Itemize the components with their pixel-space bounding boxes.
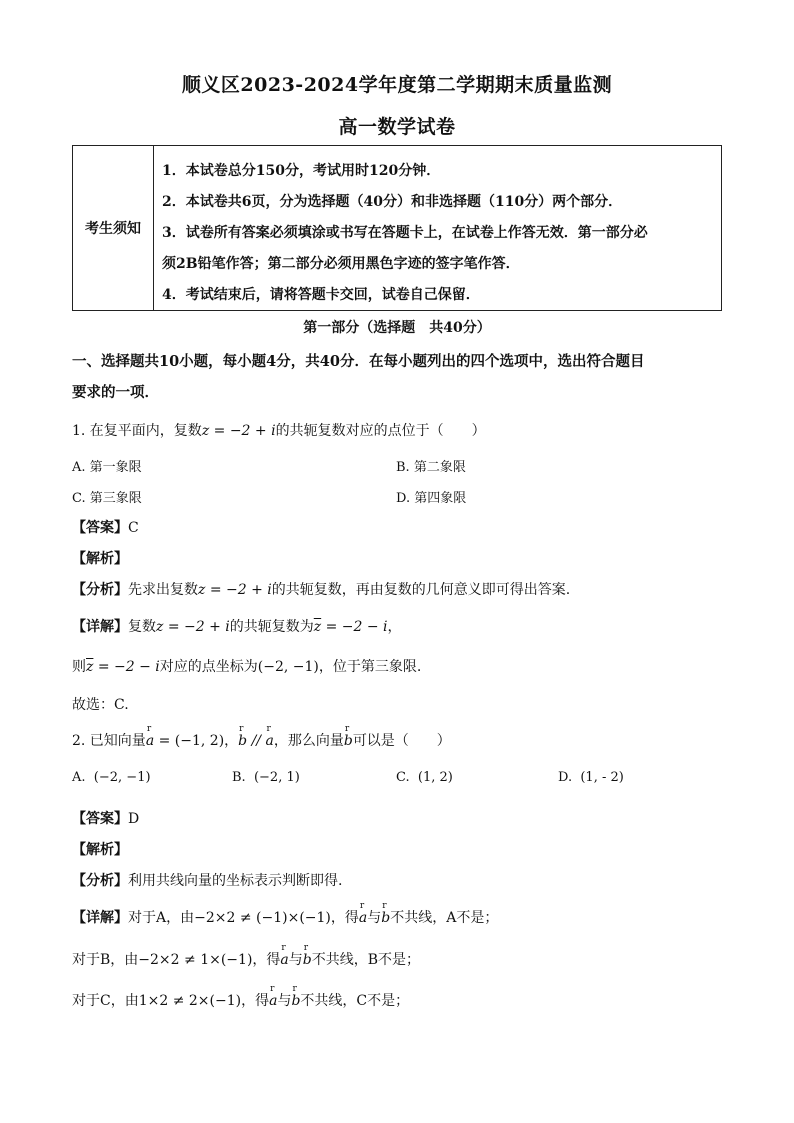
q2-b-vec-a bbox=[280, 943, 289, 968]
q2-vec-a bbox=[145, 724, 155, 749]
q1-xj-text-a: 复数 bbox=[128, 619, 156, 635]
q1-line2-conj-z: $\overline{z}$ bbox=[86, 659, 94, 675]
notice-item-4: 4．考试结束后，请将答题卡交回，试卷自己保留． bbox=[162, 287, 480, 303]
q1-xj-text-b: 的共轭复数为 bbox=[229, 619, 314, 635]
q2-option-b-value: (−2, 1) bbox=[253, 770, 300, 785]
q1-xj-math3: = −2 − i bbox=[321, 619, 388, 635]
vector-arrow-icon: r bbox=[382, 901, 387, 911]
q2-a-vec-a bbox=[358, 901, 368, 926]
vector-arrow-icon: r bbox=[239, 724, 244, 734]
q2-vec-b2-letter: b bbox=[343, 733, 353, 749]
q2-c-vec-a-letter: a bbox=[269, 993, 278, 1009]
q2-stem-mid: ，那么向量 bbox=[273, 733, 344, 749]
q1-option-d: D. 第四象限 bbox=[396, 491, 467, 506]
q2-a-math: −2×2 ≠ (−1)×(−1) bbox=[194, 910, 331, 926]
q2-answer-value: D bbox=[128, 811, 140, 827]
q2-a-yu: 与 bbox=[367, 910, 382, 926]
q2-b-vec-b bbox=[302, 943, 312, 968]
q2-stem bbox=[72, 724, 451, 750]
q2-option-d bbox=[558, 770, 624, 785]
q2-xiangjie-tag: 【详解】 bbox=[72, 910, 128, 926]
q2-c-vec-a bbox=[269, 984, 278, 1009]
q2-vec-b bbox=[238, 724, 248, 749]
q1-option-a: A. 第一象限 bbox=[72, 460, 142, 475]
q2-b-math: −2×2 ≠ 1×(−1) bbox=[138, 952, 253, 968]
q2-vec-b2 bbox=[343, 724, 353, 749]
q2-detail-b bbox=[72, 943, 421, 969]
notice-label: 考生须知 bbox=[73, 146, 154, 310]
q1-line2-text-b: 对应的点坐标为 bbox=[159, 659, 258, 675]
q1-xiangjie-tag: 【详解】 bbox=[72, 619, 128, 635]
q2-analysis-tag: 【解析】 bbox=[72, 842, 128, 858]
q2-a-vec-b bbox=[381, 901, 391, 926]
q2-vec-a2-letter: a bbox=[265, 733, 274, 749]
q1-fenxi-text-a: 先求出复数 bbox=[128, 582, 198, 598]
q2-b-vec-b-letter: b bbox=[302, 952, 312, 968]
q1-fenxi-tag: 【分析】 bbox=[72, 582, 128, 598]
q2-a-vec-b-letter: b bbox=[381, 910, 391, 926]
q1-fenxi-math: z = −2 + i bbox=[198, 582, 272, 598]
q2-option-a bbox=[72, 770, 151, 785]
q2-option-b bbox=[232, 770, 300, 785]
q1-answer-tag: 【答案】 bbox=[72, 520, 128, 536]
vector-arrow-icon: r bbox=[292, 984, 297, 994]
q1-xj-text-c: ， bbox=[387, 619, 402, 635]
notice-item-3-cont: 须2B铅笔作答；第二部分必须用黑色字迹的签字笔作答． bbox=[162, 256, 520, 272]
q2-a-mid: ，得 bbox=[330, 910, 359, 926]
vector-arrow-icon: r bbox=[146, 724, 152, 734]
q2-a-pre: 对于A，由 bbox=[128, 910, 195, 926]
q2-option-a-label: A. bbox=[72, 770, 86, 785]
q2-stem-suffix: 可以是（ ） bbox=[352, 733, 451, 749]
notice-item-3: 3．试卷所有答案必须填涂或书写在答题卡上，在试卷上作答无效．第一部分必 bbox=[162, 225, 648, 241]
q2-c-mid: ，得 bbox=[241, 993, 270, 1009]
q1-stem-prefix: 1. 在复平面内，复数 bbox=[72, 423, 202, 439]
part1-instruction-1: 一、选择题共10小题，每小题4分，共40分．在每小题列出的四个选项中，选出符合题目 bbox=[72, 353, 645, 370]
q2-option-c bbox=[396, 770, 453, 785]
q2-stem-prefix: 2. 已知向量 bbox=[72, 733, 146, 749]
notice-item-1: 1．本试卷总分150分，考试用时120分钟． bbox=[162, 163, 441, 179]
q2-option-b-label: B. bbox=[232, 770, 246, 785]
vector-arrow-icon: r bbox=[303, 943, 309, 953]
q1-analysis-tag: 【解析】 bbox=[72, 551, 128, 567]
q2-b-yu: 与 bbox=[288, 952, 303, 968]
vector-arrow-icon: r bbox=[359, 901, 365, 911]
q2-detail-c bbox=[72, 984, 410, 1010]
q1-stem-suffix: 的共轭复数对应的点位于（ ） bbox=[275, 423, 486, 439]
q1-xj-math1: z = −2 + i bbox=[156, 619, 230, 635]
q2-stem-sep: ， bbox=[224, 733, 239, 749]
part1-instruction-2: 要求的一项． bbox=[72, 384, 159, 401]
q1-conclusion: 故选：C. bbox=[72, 697, 129, 713]
q1-line2-point: (−2, −1) bbox=[257, 659, 319, 675]
q2-option-c-value: (1, 2) bbox=[417, 770, 453, 785]
q2-option-a-value: (−2, −1) bbox=[93, 770, 151, 785]
q2-parallel: // bbox=[247, 733, 266, 749]
q1-xj-conj-z: $\overline{z}$ bbox=[313, 619, 322, 635]
notice-items bbox=[154, 146, 721, 310]
q2-c-vec-b bbox=[291, 984, 301, 1009]
vector-arrow-icon: r bbox=[266, 724, 271, 734]
q2-vec-a2 bbox=[265, 724, 274, 749]
q2-c-pre: 对于C，由 bbox=[72, 993, 139, 1009]
q1-xiangjie bbox=[72, 616, 402, 636]
q2-a-vec-a-letter: a bbox=[358, 910, 368, 926]
q1-fenxi bbox=[72, 579, 570, 599]
exam-title: 顺义区2023-2024学年度第二学期期末质量监测 bbox=[181, 74, 613, 96]
q1-stem bbox=[72, 420, 486, 440]
q2-detail-a bbox=[72, 901, 499, 927]
q2-answer-tag: 【答案】 bbox=[72, 811, 128, 827]
q2-b-vec-a-letter: a bbox=[280, 952, 289, 968]
q2-a-post: 不共线，A不是； bbox=[390, 910, 499, 926]
q2-fenxi-text: 利用共线向量的坐标表示判断即得. bbox=[128, 873, 343, 889]
q2-option-c-label: C. bbox=[396, 770, 410, 785]
q1-option-c: C. 第三象限 bbox=[72, 491, 142, 506]
exam-subtitle: 高一数学试卷 bbox=[338, 116, 456, 138]
q2-c-post: 不共线，C不是； bbox=[300, 993, 410, 1009]
q2-b-post: 不共线，B不是； bbox=[311, 952, 421, 968]
notice-box bbox=[72, 145, 722, 311]
part1-heading: 第一部分（选择题 共40分） bbox=[303, 320, 491, 336]
q1-answer bbox=[72, 517, 139, 537]
q2-c-math: 1×2 ≠ 2×(−1) bbox=[138, 993, 242, 1009]
q2-fenxi bbox=[72, 870, 342, 890]
q2-vec-a-letter: a bbox=[145, 733, 155, 749]
q1-fenxi-text-b: 的共轭复数，再由复数的几何意义即可得出答案. bbox=[271, 582, 571, 598]
q1-line2-text-c: ，位于第三象限. bbox=[318, 659, 422, 675]
q1-stem-math: z = −2 + i bbox=[201, 423, 276, 439]
q1-line2 bbox=[72, 656, 421, 676]
vector-arrow-icon: r bbox=[344, 724, 350, 734]
vector-arrow-icon: r bbox=[281, 943, 286, 953]
q1-option-b: B. 第二象限 bbox=[396, 460, 466, 475]
q2-b-pre: 对于B，由 bbox=[72, 952, 139, 968]
q2-fenxi-tag: 【分析】 bbox=[72, 873, 128, 889]
q2-c-vec-b-letter: b bbox=[291, 993, 301, 1009]
q1-answer-value: C bbox=[128, 520, 139, 536]
q1-line2-math2: = −2 − i bbox=[93, 659, 160, 675]
vector-arrow-icon: r bbox=[270, 984, 275, 994]
q2-stem-math1: = (−1, 2) bbox=[154, 733, 225, 749]
q2-option-d-value: (1, - 2) bbox=[580, 770, 624, 785]
q2-c-yu: 与 bbox=[277, 993, 292, 1009]
q2-vec-b-letter: b bbox=[238, 733, 248, 749]
q2-answer bbox=[72, 808, 139, 828]
notice-item-2: 2．本试卷共6页，分为选择题（40分）和非选择题（110分）两个部分． bbox=[162, 194, 623, 210]
q2-b-mid: ，得 bbox=[252, 952, 281, 968]
q2-option-d-label: D. bbox=[558, 770, 573, 785]
q1-line2-text-a: 则 bbox=[72, 659, 86, 675]
